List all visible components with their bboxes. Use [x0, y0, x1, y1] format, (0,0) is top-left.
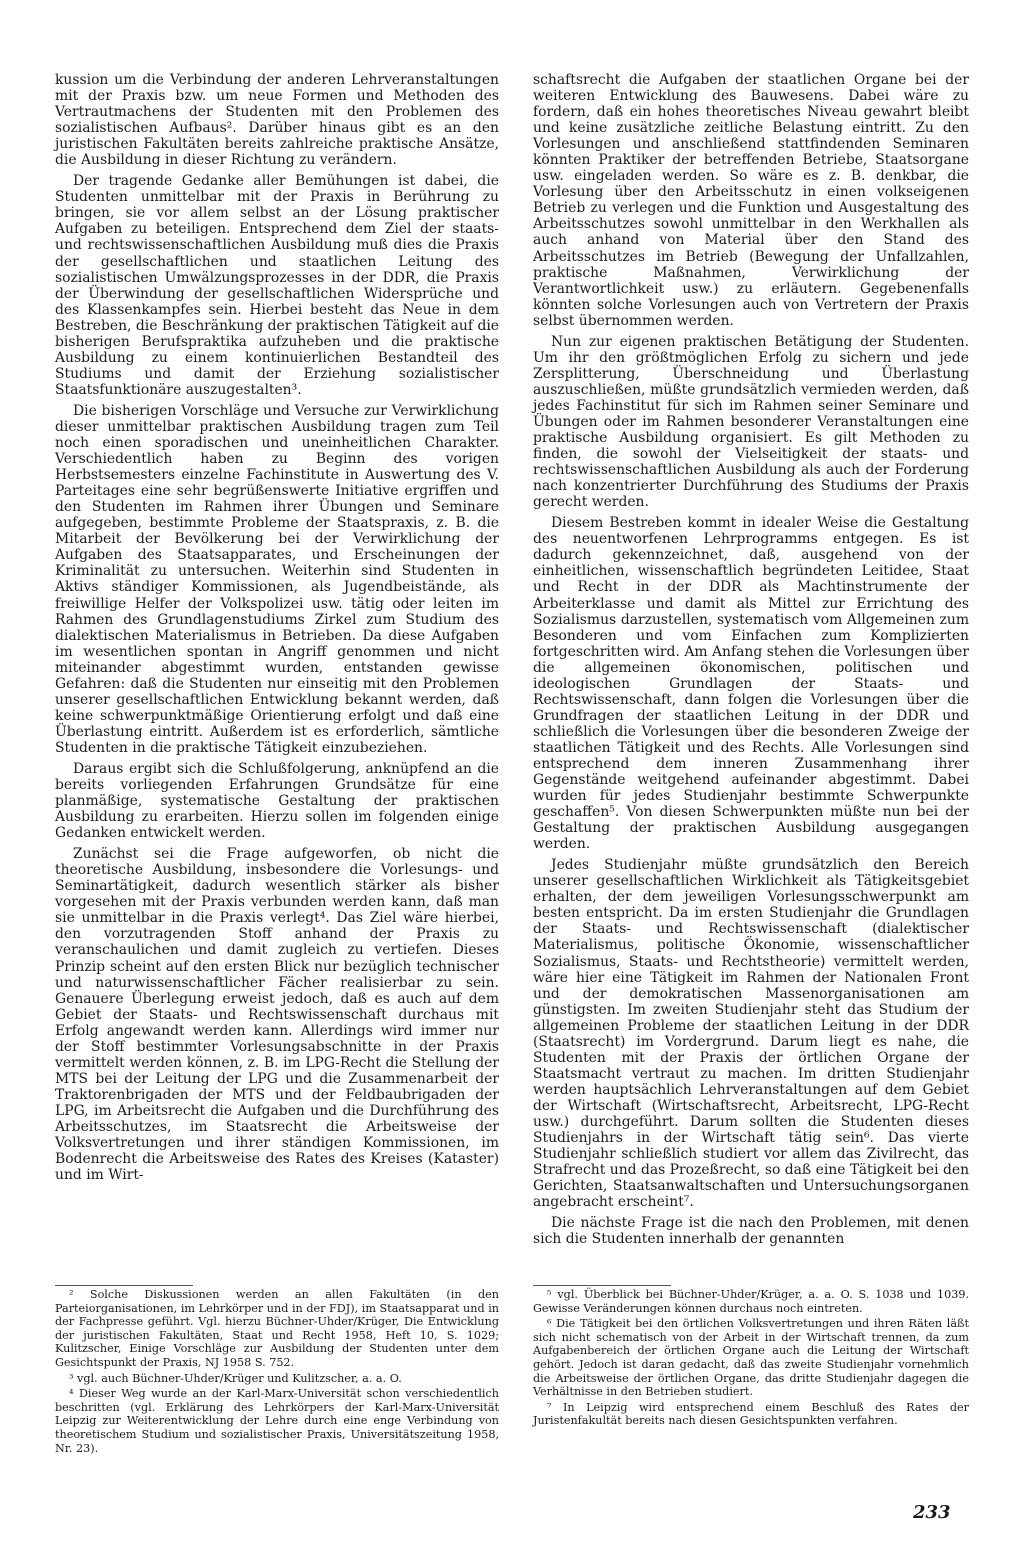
footnotes-right: [533, 1285, 969, 1430]
paragraph: Zunächst sei die Frage aufgeworfen, ob nicht die theoretische Ausbildung, insbesondere die Vorlesungs- und Seminartätigkeit, dadurch wesentlich stärker als bisher vorgesehen mit der Praxis verbunden werden kann, daß man sie unmittelbar in die Praxis verlegt⁴. Das Ziel wäre hierbei, den vorzutragenden Stoff anhand der Praxis zu veranschaulichen und damit zugleich zu vertiefen. Dieses Prinzip scheint auf den ersten Blick nur bezüglich technischer und naturwissenschaftlicher Fächer realisierbar zu sein. Genauere Überlegung erweist jedoch, daß es auch auf dem Gebiet der Staats- und Rechtswissenschaft durchaus mit Erfolg angewandt werden kann. Allerdings wird immer nur der Stoff bestimmter Vorlesungsabschnitte in der Praxis vermittelt werden können, z. B. im LPG-Recht die Stellung der MTS bei der Leitung der LPG und die Zusammenarbeit der Traktorenbrigaden der MTS und der Feldbaubrigaden der LPG, im Arbeitsrecht die Aufgaben und die Durchführung des Arbeitsschutzes, im Staatsrecht die Arbeitsweise der Volksvertretungen und ihrer ständigen Kommissionen, im Bodenrecht die Arbeitsweise des Rates des Kreises (Kataster) und im Wirt-: [55, 846, 499, 1184]
paragraph: Daraus ergibt sich die Schlußfolgerung, anknüpfend an die bereits vorliegenden Erfahrungen Grundsätze für eine planmäßige, systematische Gestaltung der praktischen Ausbildung zu erarbeiten. Hierzu sollen im folgenden einige Gedanken entwickelt werden.: [55, 760, 499, 842]
paragraph: kussion um die Verbindung der anderen Lehrveranstaltungen mit der Praxis bzw. um neue Formen und Methoden des Vertrautmachens der Studenten mit den Problemen des sozialistischen Aufbaus². Darüber hinaus gibt es an den juristischen Fakultäten bereits zahlreiche praktische Ansätze, die Ausbildung in dieser Richtung zu verändern.: [55, 72, 499, 169]
footnotes-left: [55, 1285, 499, 1457]
footnote: ⁶ Die Tätigkeit bei den örtlichen Volksvertretungen und ihren Räten läßt sich nicht schematisch von der Arbeit in der Wirtschaft trennen, da zum Aufgabenbereich der örtlichen Organe auch die Leitung der Wirtschaft gehört. Jedoch ist daran gedacht, daß das zweite Studienjahr vornehmlich die Arbeitsweise der örtlichen Organe, das dritte Studienjahr dagegen die Verhältnisse in den Betrieben studiert.: [533, 1317, 969, 1399]
footnote: ⁴ Dieser Weg wurde an der Karl-Marx-Universität schon verschiedentlich beschritten (vgl. Erklärung des Lehrkörpers der Karl-Marx-Universität Leipzig zur Weiterentwicklung der Lehre durch eine enge Verbindung von theoretischem Studium und sozialistischer Praxis, Universitätszeitung 1958, Nr. 23).: [55, 1387, 499, 1455]
paragraph: Die bisherigen Vorschläge und Versuche zur Verwirklichung dieser unmittelbar praktischen Ausbildung tragen zum Teil noch einen sporadischen und uneinheitlichen Charakter. Verschiedentlich haben zu Beginn des vorigen Herbstsemesters einzelne Fachinstitute in Auswertung des V. Parteitages eine sehr begrüßenswerte Initiative ergriffen und den Studenten im Rahmen ihrer Übungen und Seminare aufgegeben, bestimmte Probleme der Staatspraxis, z. B. die Mitarbeit der Bevölkerung bei der Verwirklichung der Aufgaben des Staatsapparates, und Erscheinungen der Kriminalität zu untersuchen. Weiterhin sind Studenten in Aktivs ständiger Kommissionen, als Jugendbeistände, als freiwillige Helfer der Volkspolizei usw. tätig oder leiten im Rahmen des Grundlagenstudiums Zirkel zum Studium des dialektischen Materialismus in Betrieben. Da diese Aufgaben im wesentlichen spontan in Angriff genommen und nicht miteinander abgestimmt wurden, entstanden gewisse Gefahren: daß die Studenten nur einseitig mit den Problemen unserer gesellschaftlichen Entwicklung bekannt werden, daß keine schwerpunktmäßige Orientierung erfolgt und daß eine Überlastung eintritt. Außerdem ist es erforderlich, sämtliche Studenten in die praktische Tätigkeit einzubeziehen.: [55, 402, 499, 756]
paragraph: Der tragende Gedanke aller Bemühungen ist dabei, die Studenten unmittelbar mit der Praxis in Berührung zu bringen, sie vor allem selbst an der Lösung praktischer Aufgaben zu beteiligen. Entsprechend dem Ziel der staats- und rechtswissenschaftlichen Ausbildung muß dies die Praxis der gesellschaftlichen und staatlichen Leitung des sozialistischen Umwälzungsprozesses in der DDR, die Praxis der Überwindung der gesellschaftlichen Widersprüche und des Klassenkampfes sein. Hierbei besteht das Neue in dem Bestreben, die Beschränkung der praktischen Tätigkeit auf die bisherigen Berufspraktika aufzuheben und die praktische Ausbildung zu einem kontinuierlichen Bestandteil des Studiums und damit der Erziehung sozialistischer Staatsfunktionäre auszugestalten³.: [55, 173, 499, 398]
paragraph: Nun zur eigenen praktischen Betätigung der Studenten. Um ihr den größtmöglichen Erfolg zu sichern und jede Zersplitterung, Überschneidung und Überlastung auszuschließen, müßte grundsätzlich vermieden werden, daß jedes Fachinstitut für sich im Rahmen seiner Seminare und Übungen oder im Rahmen besonderer Veranstaltungen eine praktische Ausbildung organisiert. Es gilt Methoden zu finden, die sowohl der Vielseitigkeit der staats- und rechtswissenschaftlichen Ausbildung als auch der Forderung nach konzentrierter Durchführung des Studiums der Praxis gerecht werden.: [533, 333, 969, 511]
paragraph: Die nächste Frage ist die nach den Problemen, mit denen sich die Studenten innerhalb der genannten: [533, 1215, 969, 1248]
paragraph: Jedes Studienjahr müßte grundsätzlich den Bereich unserer gesellschaftlichen Wirklichkeit als Tätigkeitsgebiet erhalten, der dem jeweiligen Vorlesungsschwerpunkt am besten entspricht. Da im ersten Studienjahr die Grundlagen der Staats- und Rechtswissenschaft (dialektischer Materialismus, politische Ökonomie, wissenschaftlicher Sozialismus, Staats- und Rechtstheorie) vermittelt werden, wäre hier eine Tätigkeit im Rahmen der Nationalen Front und der demokratischen Massenorganisationen am günstigsten. Im zweiten Studienjahr steht das Studium der allgemeinen Probleme der staatlichen Leitung in der DDR (Staatsrecht) im Vordergrund. Darum liegt es nahe, die Studenten mit der Praxis der örtlichen Organe der Staatsmacht vertraut zu machen. Im dritten Studienjahr werden hauptsächlich Lehrveranstaltungen auf dem Gebiet der Wirtschaft (Wirtschaftsrecht, Arbeitsrecht, LPG-Recht usw.) durchgeführt. Darum sollten die Studenten dieses Studienjahrs in der Wirtschaft tätig sein⁶. Das vierte Studienjahr schließlich studiert vor allem das Zivilrecht, das Strafrecht und das Prozeßrecht, so daß eine Tätigkeit bei den Gerichten, Staatsanwaltschaften und Untersuchungsorganen angebracht erscheint⁷.: [533, 857, 970, 1211]
paragraph: schaftsrecht die Aufgaben der staatlichen Organe bei der weiteren Entwicklung des Bauwesens. Dabei wäre zu fordern, daß ein hohes theoretisches Niveau gewahrt bleibt und keine zusätzliche zeitliche Belastung eintritt. Zu den Vorlesungen und anschließend stattfindenden Seminaren könnten Praktiker der betreffenden Betriebe, Staatsorgane usw. eingeladen werden. So wäre es z. B. denkbar, die Vorlesung über den Arbeitsschutz in einen volkseigenen Betrieb zu verlegen und die Funktion und Ausgestaltung des Arbeitsschutzes sowohl unmittelbar in den Werkhallen als auch anhand von Material über den Stand des Arbeitsschutzes im Betrieb (Bewegung der Unfallzahlen, praktische Maßnahmen, Verwirklichung der Verantwortlichkeit usw.) zu erläutern. Gegebenenfalls könnten solche Vorlesungen auch von Vertretern der Praxis selbst übernommen werden.: [533, 72, 969, 329]
footnote: ² Solche Diskussionen werden an allen Fakultäten (in den Parteiorganisationen, im Lehrkörper und in der FDJ), im Staatsapparat und in der Fachpresse geführt. Vgl. hierzu Büchner-Uhder/Krüger, Die Entwicklung der juristischen Fakultäten, Staat und Recht 1958, Heft 10, S. 1029; Kulitzscher, Einige Vorschläge zur Ausbildung der Studenten unter dem Gesichtspunkt der Praxis, NJ 1958 S. 752.: [55, 1288, 499, 1369]
footnote: ⁵ vgl. Überblick bei Büchner-Uhder/Krüger, a. a. O. S. 1038 und 1039. Gewisse Veränderungen können durchaus noch eintreten.: [533, 1288, 969, 1315]
footnote-rule: [533, 1285, 671, 1286]
footnote-rule: [55, 1285, 193, 1286]
left-text-column: [55, 72, 499, 1188]
page-number: 233: [913, 1502, 951, 1523]
right-text-column: [533, 72, 969, 1252]
footnote: ⁷ In Leipzig wird entsprechend einem Beschluß des Rates der Juristenfakultät bereits nach diesen Gesichtspunkten verfahren.: [533, 1400, 969, 1428]
paragraph: Diesem Bestreben kommt in idealer Weise die Gestaltung des neuentworfenen Lehrprogramms entgegen. Es ist dadurch gekennzeichnet, daß, ausgehend von der einheitlichen, wissenschaftlich begründeten Leitidee, Staat und Recht in der DDR als Machtinstrumente der Arbeiterklasse und damit als Mittel zur Errichtung des Sozialismus darzustellen, systematisch vom Allgemeinen zum Besonderen und vom Einfachen zum Komplizierten fortgeschritten wird. Am Anfang stehen die Vorlesungen über die allgemeinen ökonomischen, politischen und ideologischen Grundlagen der Staats- und Rechtswissenschaft, dann folgen die Vorlesungen über die Grundfragen der staatlichen Leitung in der DDR und schließlich die Vorlesungen über die besonderen Zweige der staatlichen Tätigkeit und des Rechts. Alle Vorlesungen sind entsprechend dem inneren Zusammenhang ihrer Gegenstände weitgehend aufeinander abgestimmt. Dabei wurden für jedes Studienjahr bestimmte Schwerpunkte geschaffen⁵. Von diesen Schwerpunkten müßte nun bei der Gestaltung der praktischen Ausbildung ausgegangen werden.: [533, 515, 969, 853]
footnote: ³ vgl. auch Büchner-Uhder/Krüger und Kulitzscher, a. a. O.: [69, 1371, 402, 1385]
